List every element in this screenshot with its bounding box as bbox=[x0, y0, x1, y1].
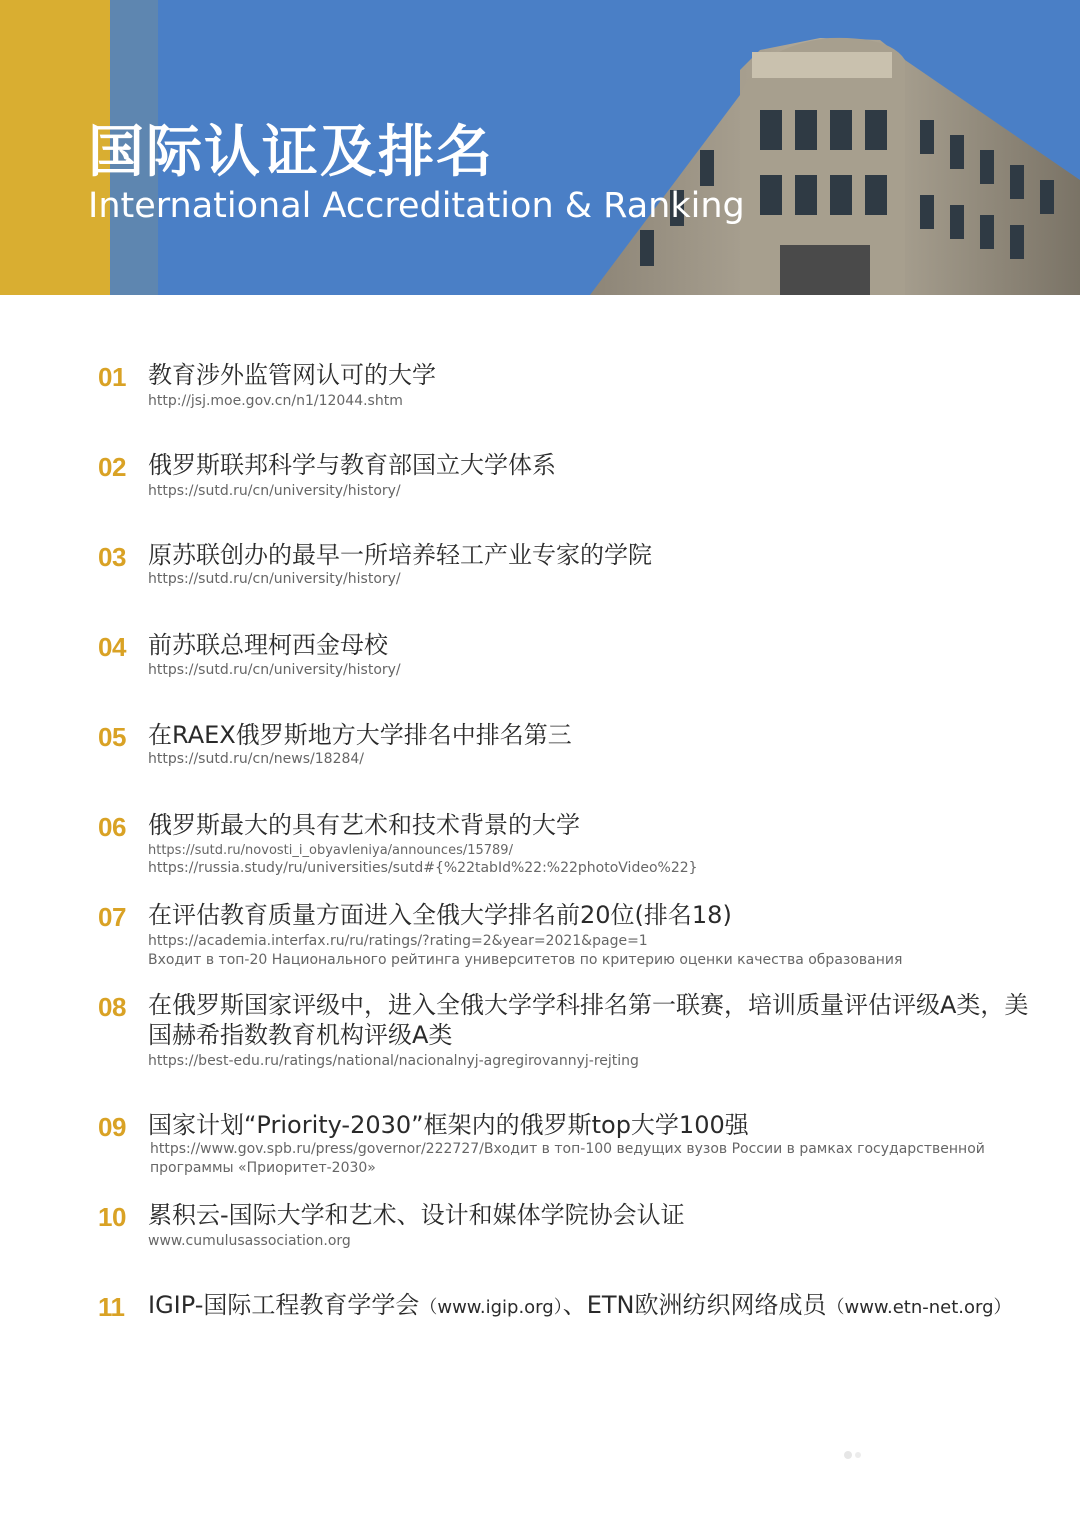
etn-text: 、ETN欧洲纺织网络成员 bbox=[562, 1291, 827, 1319]
item-url[interactable]: https://sutd.ru/cn/news/18284/ bbox=[148, 751, 365, 767]
item-number: 05 bbox=[98, 722, 126, 752]
item-number: 02 bbox=[98, 452, 126, 482]
watermark-icon bbox=[838, 1445, 868, 1465]
item-url[interactable]: https://sutd.ru/novosti_i_obyavleniya/announces/15789/ bbox=[148, 843, 513, 858]
etn-link[interactable]: （www.etn-net.org） bbox=[826, 1297, 1012, 1318]
item-url[interactable]: https://sutd.ru/cn/university/history/ bbox=[148, 571, 401, 587]
item-title: 在评估教育质量方面进入全俄大学排名前20位(排名18) bbox=[148, 901, 732, 929]
item-title: 前苏联总理柯西金母校 bbox=[148, 631, 388, 659]
item-url[interactable]: https://sutd.ru/cn/university/history/ bbox=[148, 483, 401, 499]
item-url[interactable]: https://best-edu.ru/ratings/national/nacionalnyj-agregirovannyj-rejting bbox=[148, 1053, 639, 1069]
item-number: 11 bbox=[98, 1292, 125, 1322]
item-number: 01 bbox=[98, 362, 126, 392]
item-number: 04 bbox=[98, 632, 126, 662]
item-title: 原苏联创办的最早一所培养轻工产业专家的学院 bbox=[148, 541, 652, 569]
item-number: 03 bbox=[98, 542, 126, 572]
item-title: 累积云-国际大学和艺术、设计和媒体学院协会认证 bbox=[148, 1201, 685, 1229]
item-url[interactable]: http://jsj.moe.gov.cn/n1/12044.shtm bbox=[148, 393, 403, 409]
item-title: 俄罗斯联邦科学与教育部国立大学体系 bbox=[148, 451, 556, 479]
igip-link[interactable]: （www.igip.org） bbox=[419, 1297, 563, 1318]
igip-text: IGIP-国际工程教育学学会 bbox=[148, 1291, 420, 1319]
item-url[interactable]: https://academia.interfax.ru/ru/ratings/?rating=2&year=2021&page=1 bbox=[148, 933, 648, 949]
page-title: 国际认证及排名 bbox=[88, 120, 494, 185]
item-url[interactable]: www.cumulusassociation.org bbox=[148, 1233, 351, 1249]
item-number: 10 bbox=[98, 1202, 126, 1232]
item-title: 国家计划“Priority-2030”框架内的俄罗斯top大学100强 bbox=[148, 1111, 749, 1139]
item-title: 在俄罗斯国家评级中，进入全俄大学学科排名第一联赛，培训质量评估评级A类，美国赫希指数教育机构评级A类 bbox=[148, 991, 1029, 1049]
item-title: 在RAEX俄罗斯地方大学排名中排名第三 bbox=[148, 721, 572, 749]
item-number: 06 bbox=[98, 812, 126, 842]
item-number: 09 bbox=[98, 1112, 126, 1142]
item-url[interactable]: https://sutd.ru/cn/university/history/ bbox=[148, 662, 401, 678]
item-title bbox=[148, 1290, 1012, 1323]
item-note: Входит в топ-20 Национального рейтинга университетов по критерию оценки качества образования bbox=[148, 952, 903, 968]
item-url[interactable]: https://www.gov.spb.ru/press/governor/222727/Входит в топ-100 ведущих вузов России в рамках государственной программы «Приоритет-2030» bbox=[150, 1141, 985, 1176]
item-number: 08 bbox=[98, 992, 126, 1022]
item-url[interactable]: https://russia.study/ru/universities/sutd#{%22tabId%22:%22photoVideo%22} bbox=[148, 860, 698, 876]
item-number: 07 bbox=[98, 902, 126, 932]
header-banner bbox=[0, 0, 1080, 295]
item-title: 教育涉外监管网认可的大学 bbox=[148, 361, 436, 389]
item-title: 俄罗斯最大的具有艺术和技术背景的大学 bbox=[148, 811, 580, 839]
page-subtitle: International Accreditation & Ranking bbox=[88, 186, 745, 226]
